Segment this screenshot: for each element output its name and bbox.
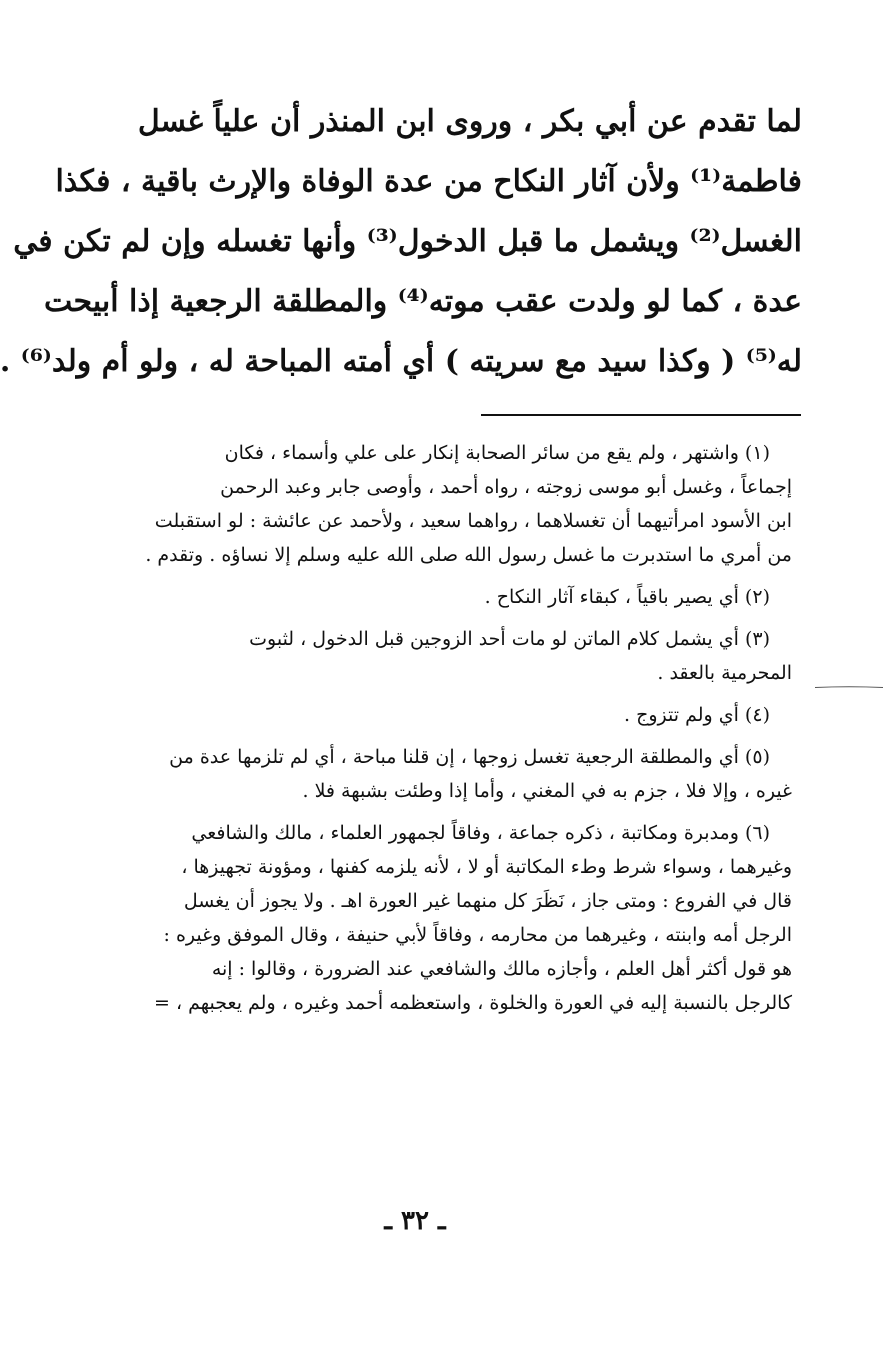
footnote-line: الرجل أمه وابنته ، وغيرهما من محارمه ، وفاقاً لأبي حنيفة ، وقال الموفق وغيره : <box>163 924 792 946</box>
footnote-line: قال في الفروع : ومتى جاز ، نَظَرَ كل منهما غير العورة اهـ . ولا يجوز أن يغسل <box>183 890 792 912</box>
footnote-line: إجماعاً ، وغسل أبو موسى زوجته ، رواه أحمد ، وأوصى جابر وعبد الرحمن <box>220 476 792 498</box>
footnote-line: (١) واشتهر ، ولم يقع من سائر الصحابة إنكار على علي وأسماء ، فكان <box>224 442 770 464</box>
main-text-line: الغسل⁽²⁾ ويشمل ما قبل الدخول⁽³⁾ وأنها تغسله وإن لم تكن في <box>13 224 802 259</box>
margin-pencil-mark <box>815 686 883 689</box>
footnote-line: من أمري ما استدبرت ما غسل رسول الله صلى الله عليه وسلم إلا نساؤه . وتقدم . <box>145 544 792 566</box>
main-text <box>0 92 802 392</box>
main-text-line: لما تقدم عن أبي بكر ، وروى ابن المنذر أن علياً غسل <box>137 104 802 139</box>
page-number: ـ ٣٢ ـ <box>384 1206 446 1236</box>
main-text-line: فاطمة⁽¹⁾ ولأن آثار النكاح من عدة الوفاة والإرث باقية ، فكذا <box>55 164 802 199</box>
footnote-line: المحرمية بالعقد . <box>657 662 792 684</box>
footnote-separator <box>481 414 801 416</box>
footnote-line: وغيرهما ، وسواء شرط وطء المكاتبة أو لا ، لأنه يلزمه كفنها ، ومؤونة تجهيزها ، <box>181 856 792 878</box>
main-text-line: عدة ، كما لو ولدت عقب موته⁽⁴⁾ والمطلقة الرجعية إذا أبيحت <box>44 284 802 319</box>
footnote-line: غيره ، وإلا فلا ، جزم به في المغني ، وأما إذا وطئت بشبهة فلا . <box>302 780 792 802</box>
footnote-line: (٥) أي والمطلقة الرجعية تغسل زوجها ، إن قلنا مباحة ، أي لم تلزمها عدة من <box>169 746 770 768</box>
footnote-4 <box>67 698 792 732</box>
footnote-2 <box>67 580 792 614</box>
footnote-line: (٣) أي يشمل كلام الماتن لو مات أحد الزوجين قبل الدخول ، لثبوت <box>249 628 770 650</box>
footnote-line: (٤) أي ولم تتزوج . <box>624 704 770 726</box>
footnote-5 <box>67 740 792 808</box>
footnotes <box>67 436 792 1028</box>
footnote-3 <box>67 622 792 690</box>
footnote-line: (٦) ومدبرة ومكاتبة ، ذكره جماعة ، وفاقاً لجمهور العلماء ، مالك والشافعي <box>191 822 770 844</box>
footnote-line: (٢) أي يصير باقياً ، كبقاء آثار النكاح . <box>484 586 770 608</box>
footnote-line: كالرجل بالنسبة إليه في العورة والخلوة ، واستعظمه أحمد وغيره ، ولم يعجبهم ، = <box>154 992 792 1014</box>
footnote-line: ابن الأسود امرأتيهما أن تغسلاهما ، رواهما سعيد ، ولأحمد عن عائشة : لو استقبلت <box>154 510 792 532</box>
footnote-line: هو قول أكثر أهل العلم ، وأجازه مالك والشافعي عند الضرورة ، وقالوا : إنه <box>211 958 792 980</box>
main-text-line: له⁽⁵⁾ ( وكذا سيد مع سريته ) أي أمته المباحة له ، ولو أم ولد⁽⁶⁾ . <box>0 344 802 379</box>
footnote-6 <box>67 816 792 1020</box>
footnote-1 <box>67 436 792 572</box>
